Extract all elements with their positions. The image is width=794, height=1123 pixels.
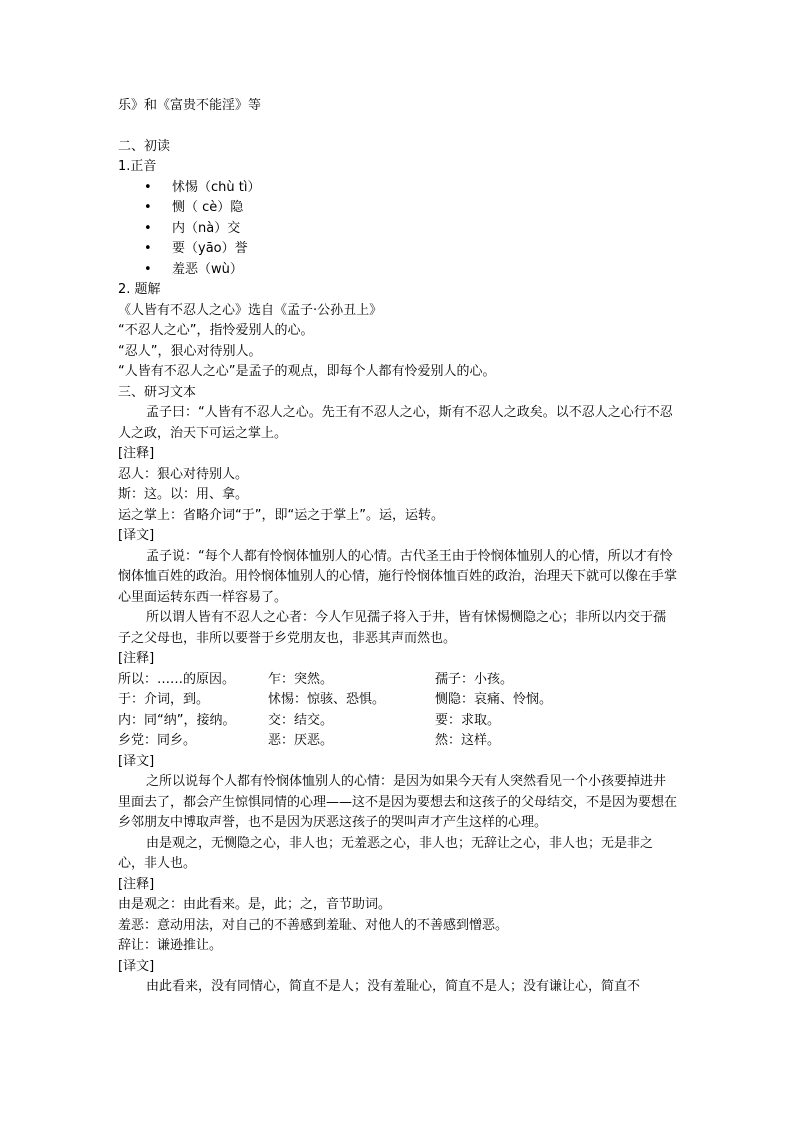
note-cell: 怵惕：惊骇、恐惧。 bbox=[268, 692, 386, 707]
note-cell: 要：求取。 bbox=[435, 712, 501, 728]
note-row bbox=[118, 690, 678, 711]
list-item-text: 要（yāo）誉 bbox=[172, 241, 248, 256]
note-cell: 内：同“纳”，接纳。 bbox=[118, 712, 236, 728]
list-item bbox=[144, 219, 678, 240]
note-line: 斯：这。以：用、拿。 bbox=[118, 487, 249, 502]
list-item-text: 羞恶（wù） bbox=[172, 261, 243, 277]
note-cell: 乍：突然。 bbox=[268, 671, 334, 687]
list-item bbox=[144, 198, 678, 219]
note-cell: 然：这样。 bbox=[435, 733, 501, 748]
section-heading-yanxi: 三、研习文本 bbox=[118, 384, 197, 400]
bullet-icon: • bbox=[144, 200, 152, 215]
note-line: 忍人：狠心对待别人。 bbox=[118, 466, 249, 482]
note-cell: 所以：……的原因。 bbox=[118, 671, 236, 687]
translation-heading: [译文] bbox=[118, 753, 155, 769]
tijie-line: 《人皆有不忍人之心》选自《孟子·公孙丑上》 bbox=[118, 302, 383, 318]
translation-paragraph: 由此看来，没有同情心，简直不是人；没有羞耻心，简直不是人；没有谦让心，简直不 bbox=[146, 979, 641, 994]
translation-heading: [译文] bbox=[118, 958, 155, 974]
note-line: 羞恶：意动用法，对自己的不善感到羞耻、对他人的不善感到憎恶。 bbox=[118, 917, 509, 933]
document-page bbox=[118, 96, 678, 998]
bullet-icon: • bbox=[144, 261, 152, 277]
translation-paragraph: 之所以说每个人都有怜悯体恤别人的心情：是因为如果今天有人突然看见一个小孩要掉进井里面去了，都会产生惊惧同情的心理——这不是因为要想去和这孩子的父母结交，不是因为要想在乡邻朋友中博取声誉，也不是因为厌恶这孩子的哭叫声才产生这样的心理。 bbox=[118, 774, 678, 830]
bullet-icon: • bbox=[144, 179, 152, 195]
note-heading: [注释] bbox=[118, 446, 155, 461]
section-heading-chudu: 二、初读 bbox=[118, 138, 171, 154]
bullet-icon: • bbox=[144, 241, 152, 256]
note-cell: 孺子：小孩。 bbox=[435, 671, 514, 687]
note-line: 辞让：谦逊推让。 bbox=[118, 938, 223, 953]
note-line: 运之掌上：省略介词“于”，即“运之于掌上”。运，运转。 bbox=[118, 507, 444, 523]
note-row bbox=[118, 711, 678, 732]
note-row bbox=[118, 670, 678, 691]
original-text-paragraph: 孟子曰：“人皆有不忍人之心。先王有不忍人之心，斯有不忍人之政矣。以不忍人之心行不忍人之政，治天下可运之掌上。 bbox=[118, 405, 673, 441]
original-text-paragraph: 所以谓人皆有不忍人之心者：今人乍见孺子将入于井，皆有怵惕恻隐之心；非所以内交于孺子之父母也，非所以要誉于乡党朋友也，非恶其声而然也。 bbox=[118, 610, 667, 646]
note-cell: 恶：厌恶。 bbox=[268, 733, 334, 748]
original-text-paragraph: 由是观之，无恻隐之心，非人也；无羞恶之心，非人也；无辞让之心，非人也；无是非之心，非人也。 bbox=[118, 835, 654, 871]
note-cell: 恻隐：哀痛、怜悯。 bbox=[435, 692, 553, 707]
subheading-tijie: 2. 题解 bbox=[118, 282, 161, 297]
note-cell: 乡党：同乡。 bbox=[118, 733, 197, 748]
tijie-line: “不忍人之心”，指怜爱别人的心。 bbox=[118, 323, 314, 338]
list-item bbox=[144, 260, 678, 281]
translation-paragraph: 孟子说：“每个人都有怜悯体恤别人的心情。古代圣王由于怜悯体恤别人的心情，所以才有怜悯体恤百姓的政治。用怜悯体恤别人的心情，施行怜悯体恤百姓的政治，治理天下就可以像在手掌心里面运转东西一样容易了。 bbox=[118, 548, 678, 605]
note-line: 由是观之：由此看来。是，此；之，音节助词。 bbox=[118, 897, 392, 912]
translation-heading: [译文] bbox=[118, 528, 155, 543]
list-item-text: 怵惕（chù tì） bbox=[172, 179, 261, 195]
spacer bbox=[118, 117, 678, 137]
note-heading: [注释] bbox=[118, 876, 155, 892]
note-row bbox=[118, 731, 678, 752]
bullet-icon: • bbox=[144, 220, 152, 236]
note-cell: 于：介词，到。 bbox=[118, 692, 210, 707]
pronunciation-list bbox=[118, 178, 678, 281]
list-item-text: 恻（ cè）隐 bbox=[172, 200, 244, 215]
list-item bbox=[144, 239, 678, 260]
list-item bbox=[144, 178, 678, 199]
tijie-line: “忍人”，狠心对待别人。 bbox=[118, 343, 262, 359]
note-cell: 交：结交。 bbox=[268, 712, 334, 728]
list-item-text: 内（nà）交 bbox=[172, 220, 241, 236]
note-heading: [注释] bbox=[118, 651, 155, 666]
tijie-line: “人皆有不忍人之心”是孟子的观点，即每个人都有怜爱别人的心。 bbox=[118, 364, 496, 379]
continued-line: 乐》和《富贵不能淫》等 bbox=[118, 98, 262, 113]
subheading-zhengyin: 1.正音 bbox=[118, 159, 157, 174]
